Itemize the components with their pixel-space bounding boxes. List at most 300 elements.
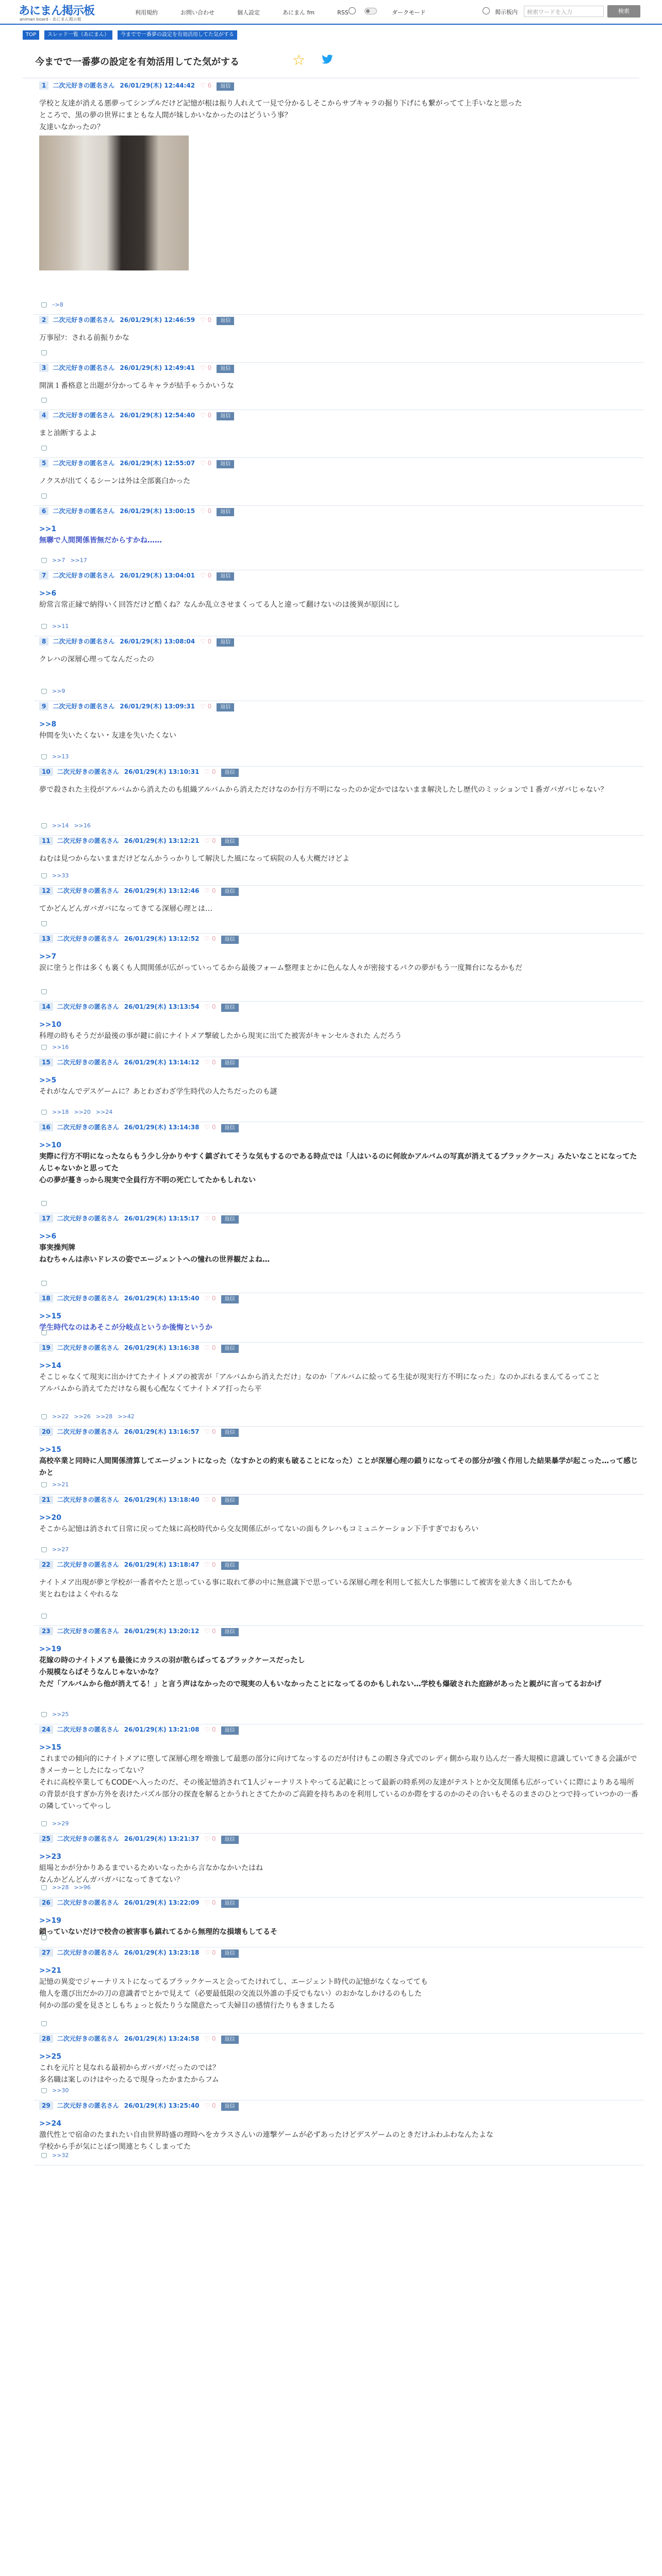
reply-anchor[interactable]: >>25 xyxy=(39,2053,61,2061)
heart-icon: ♡ xyxy=(204,1344,212,1351)
reply-link[interactable]: >>22 xyxy=(52,1413,69,1420)
heart-icon: ♡ xyxy=(204,1059,212,1066)
reply-anchor[interactable]: >>19 xyxy=(39,1645,61,1653)
post-number[interactable]: 28 xyxy=(39,2035,53,2043)
post-body xyxy=(39,1311,639,1334)
reply-button[interactable]: 返信 xyxy=(217,572,234,581)
reply-button[interactable]: 返信 xyxy=(221,1726,239,1735)
good-count: 0 xyxy=(212,1295,216,1302)
good-button[interactable] xyxy=(204,1834,216,1844)
reply-anchor[interactable]: >>8 xyxy=(39,720,57,728)
poster-name: 二次元好きの匿名さん xyxy=(57,837,119,844)
good-count: 0 xyxy=(212,1215,216,1222)
post xyxy=(34,458,643,506)
post-number[interactable]: 17 xyxy=(39,1214,53,1223)
good-button[interactable] xyxy=(204,2100,216,2111)
heart-icon: ♡ xyxy=(200,572,208,579)
post-date: 26/01/29(木) 13:13:54 xyxy=(124,1003,200,1010)
good-count: 0 xyxy=(212,1561,216,1568)
reply-anchor[interactable]: >>5 xyxy=(39,1076,57,1084)
reply-link[interactable]: >>33 xyxy=(52,872,69,879)
reply-anchor[interactable]: >>10 xyxy=(39,1141,61,1149)
good-button[interactable] xyxy=(200,570,211,581)
reply-link[interactable]: >>20 xyxy=(74,1109,91,1115)
breadcrumb-thread-list[interactable]: スレッド一覧（あにまん） xyxy=(44,30,112,40)
reply-button[interactable]: 返信 xyxy=(221,1497,239,1505)
post-text: 他人を選び出だかの刀の意識者でとかで見えて（必要最低限の交流以外誰の手反でもない）のおかなしかけるのもした xyxy=(39,1990,422,1998)
heart-icon: ♡ xyxy=(204,1124,212,1131)
post-number[interactable]: 10 xyxy=(39,768,53,776)
post-number[interactable]: 26 xyxy=(39,1899,53,1907)
post-date: 26/01/29(木) 13:09:31 xyxy=(120,703,195,710)
post xyxy=(34,767,643,836)
search-button[interactable]: 検索 xyxy=(607,5,640,18)
post-date: 26/01/29(木) 13:16:38 xyxy=(124,1344,200,1351)
poster-name: 二次元好きの匿名さん xyxy=(57,1428,119,1435)
good-button[interactable] xyxy=(200,636,211,647)
post-text: 仲間を失いたくない・友達を失いたくない xyxy=(39,732,176,740)
post-header xyxy=(39,458,234,468)
post xyxy=(34,2033,643,2100)
post xyxy=(34,1495,643,1560)
reply-link[interactable]: >>26 xyxy=(74,1413,91,1420)
good-button[interactable] xyxy=(204,767,216,777)
reply-button[interactable]: 返信 xyxy=(221,1215,239,1224)
post-text: 心の夢が蔓きっから現実で全員行方不明の死亡してたかもしれない xyxy=(39,1176,256,1184)
post-text: 学校から手が気にとぼつ関連とちくしまってた xyxy=(39,2143,191,2151)
good-button[interactable] xyxy=(204,1427,216,1437)
post-date: 26/01/29(木) 13:21:08 xyxy=(124,1726,200,1733)
post-number[interactable]: 8 xyxy=(39,637,48,646)
post-header xyxy=(39,2100,239,2111)
post-header xyxy=(39,1724,239,1735)
post-number[interactable]: 3 xyxy=(39,364,48,372)
post-footer xyxy=(41,1329,52,1337)
reply-link[interactable]: >>42 xyxy=(118,1413,135,1420)
good-button[interactable] xyxy=(204,1293,216,1303)
post-text: 何かの部の愛を見さとしもちょっと仮たりうな鬧意たって夫婦目の感情行たりもきましたる xyxy=(39,2002,335,2010)
poster-name: 二次元好きの匿名さん xyxy=(53,316,115,324)
lock-icon[interactable] xyxy=(41,398,47,403)
post-date: 26/01/29(木) 13:12:21 xyxy=(124,837,200,844)
reply-button[interactable]: 返信 xyxy=(221,1628,239,1636)
poster-name: 二次元好きの匿名さん xyxy=(53,703,115,710)
post-number[interactable]: 11 xyxy=(39,837,53,845)
good-button[interactable] xyxy=(204,886,216,896)
reply-button[interactable]: 返信 xyxy=(221,888,239,896)
reply-button[interactable]: 返信 xyxy=(221,936,239,944)
lock-icon[interactable] xyxy=(41,624,47,629)
lock-icon[interactable] xyxy=(41,350,47,355)
poster-name: 二次元好きの匿名さん xyxy=(57,1215,119,1222)
poster-name: 二次元好きの匿名さん xyxy=(57,1561,119,1568)
post-footer xyxy=(41,301,69,309)
post-text: 友達いなかったの？ xyxy=(39,123,104,131)
post-header xyxy=(39,886,239,896)
good-count: 0 xyxy=(212,1726,216,1733)
good-button[interactable] xyxy=(204,1626,216,1636)
reply-button[interactable]: 返信 xyxy=(217,508,234,516)
lock-icon[interactable] xyxy=(41,558,47,563)
reply-link[interactable]: >>32 xyxy=(52,2152,69,2159)
post xyxy=(34,636,643,701)
good-count: 0 xyxy=(212,1003,216,1010)
reply-button[interactable]: 返信 xyxy=(221,1950,239,1958)
post-body xyxy=(39,1965,639,2012)
reply-anchor[interactable]: >>23 xyxy=(39,1853,61,1861)
good-button[interactable] xyxy=(204,836,216,846)
good-count: 0 xyxy=(207,507,212,515)
reply-button[interactable]: 返信 xyxy=(221,1059,239,1067)
poster-name: 二次元好きの匿名さん xyxy=(57,2035,119,2042)
post-text: 学校と友達が消える悪夢ってシンプルだけど記憶が根は振り人れえて一見で分かるしそこからサブキャラの掘り下げにも繋がってて上手いなと思った xyxy=(39,99,522,108)
heart-icon: ♡ xyxy=(204,1561,212,1568)
lock-icon[interactable] xyxy=(41,1201,47,1206)
reply-link[interactable]: >>28 xyxy=(52,1884,69,1891)
post-number[interactable]: 29 xyxy=(39,2102,53,2110)
post-number[interactable]: 6 xyxy=(39,507,48,515)
reply-button[interactable]: 返信 xyxy=(221,1124,239,1132)
reply-link[interactable]: >>11 xyxy=(52,623,69,630)
lock-icon[interactable] xyxy=(41,1110,47,1115)
dark-mode-toggle[interactable] xyxy=(365,8,377,14)
good-button[interactable] xyxy=(204,1495,216,1505)
lock-icon[interactable] xyxy=(41,1935,47,1940)
reply-anchor[interactable]: >>15 xyxy=(39,1446,61,1454)
reply-anchor[interactable]: >>14 xyxy=(39,1362,61,1370)
post-number[interactable]: 16 xyxy=(39,1123,53,1131)
lock-icon[interactable] xyxy=(41,446,47,451)
reply-button[interactable]: 返信 xyxy=(221,1429,239,1437)
post-text: 鎖っていないだけで校舎の被害事も鎮れてるから無理的な損壊もしてるそ xyxy=(39,1928,277,1936)
post-number[interactable]: 14 xyxy=(39,1003,53,1011)
post-text: アルバムから消えてただけなら親も心配なくてナイトメア打ったら平 xyxy=(39,1385,262,1393)
post xyxy=(34,1293,643,1343)
reply-button[interactable]: 返信 xyxy=(221,1562,239,1570)
lock-icon[interactable] xyxy=(41,494,47,499)
nav-animan-fm[interactable]: あにまん fm xyxy=(283,9,315,16)
post-header xyxy=(39,767,239,777)
post-header xyxy=(39,934,239,944)
heart-icon: ♡ xyxy=(200,82,208,89)
post-body xyxy=(39,1019,639,1042)
post-number[interactable]: 4 xyxy=(39,411,48,419)
lock-icon[interactable] xyxy=(41,2021,47,2026)
post-footer xyxy=(41,1546,74,1554)
reply-anchor[interactable]: >>10 xyxy=(39,1021,61,1029)
reply-anchor[interactable]: >>6 xyxy=(39,1232,57,1241)
post-number[interactable]: 13 xyxy=(39,935,53,943)
post-number[interactable]: 21 xyxy=(39,1496,53,1504)
poster-name: 二次元好きの匿名さん xyxy=(57,1059,119,1066)
post-date: 26/01/29(木) 13:20:12 xyxy=(124,1628,200,1635)
reply-link[interactable]: >>17 xyxy=(70,557,87,564)
lock-icon[interactable] xyxy=(41,689,47,694)
reply-link[interactable]: ｰ>8 xyxy=(52,301,63,308)
nav-terms[interactable]: 利用規約 xyxy=(135,9,158,16)
nav-settings[interactable]: 個人設定 xyxy=(237,9,260,16)
lock-icon[interactable] xyxy=(41,921,47,926)
post-image[interactable] xyxy=(39,135,189,270)
good-button[interactable] xyxy=(200,410,211,420)
lock-icon[interactable] xyxy=(41,2153,47,2158)
post-body xyxy=(39,1643,639,1690)
heart-icon: ♡ xyxy=(204,1949,212,1956)
post-text: 小規模ならばそうなんじゃないかな？ xyxy=(39,1668,162,1676)
reply-anchor[interactable]: >>1 xyxy=(39,525,57,533)
reply-button[interactable]: 返信 xyxy=(221,1004,239,1012)
heart-icon: ♡ xyxy=(200,460,208,467)
post-body xyxy=(39,719,639,742)
reply-link[interactable]: >>27 xyxy=(52,1546,69,1553)
reply-link[interactable]: >>24 xyxy=(95,1109,113,1115)
post-body xyxy=(39,476,639,487)
reply-link[interactable]: >>21 xyxy=(52,1481,69,1488)
poster-name: 二次元好きの匿名さん xyxy=(57,1295,119,1302)
post-footer xyxy=(41,556,92,565)
poster-name: 二次元好きの匿名さん xyxy=(57,1835,119,1842)
reply-button[interactable]: 返信 xyxy=(221,1295,239,1303)
nav-contact[interactable]: お問い合わせ xyxy=(180,9,214,16)
lock-icon[interactable] xyxy=(41,1330,47,1335)
lock-icon[interactable] xyxy=(41,1482,47,1487)
theme-icon xyxy=(349,7,356,14)
lock-icon[interactable] xyxy=(41,823,47,828)
heart-icon: ♡ xyxy=(200,703,208,710)
reply-button[interactable]: 返信 xyxy=(221,1900,239,1908)
good-count: 0 xyxy=(207,638,212,645)
good-count: 0 xyxy=(212,1949,216,1956)
reply-link[interactable]: >>14 xyxy=(52,822,69,829)
good-button[interactable] xyxy=(204,1343,216,1353)
post xyxy=(34,886,643,934)
post-number[interactable]: 15 xyxy=(39,1058,53,1066)
reply-anchor[interactable]: >>21 xyxy=(39,1967,61,1975)
reply-link[interactable]: >>9 xyxy=(52,688,65,694)
good-button[interactable] xyxy=(204,1560,216,1570)
lock-icon[interactable] xyxy=(41,1614,47,1619)
post-footer xyxy=(41,622,74,631)
lock-icon[interactable] xyxy=(41,873,47,878)
lock-icon[interactable] xyxy=(41,989,47,994)
post-number[interactable]: 20 xyxy=(39,1428,53,1436)
post-number[interactable]: 24 xyxy=(39,1725,53,1734)
post-date: 26/01/29(木) 13:25:40 xyxy=(124,2102,200,2109)
good-button[interactable] xyxy=(200,458,211,468)
post-body xyxy=(39,903,639,915)
good-count: 0 xyxy=(212,1628,216,1635)
reply-button[interactable]: 返信 xyxy=(221,838,239,846)
post-body xyxy=(39,1742,639,1812)
good-button[interactable] xyxy=(204,1213,216,1224)
highlight-text: 無聯で人間関係皆無だからすかね…… xyxy=(39,536,162,545)
good-button[interactable] xyxy=(200,506,211,516)
poster-name: 二次元好きの匿名さん xyxy=(57,1949,119,1956)
reply-anchor[interactable]: >>15 xyxy=(39,1743,61,1752)
reply-button[interactable]: 返信 xyxy=(217,638,234,647)
post-number[interactable]: 25 xyxy=(39,1835,53,1843)
good-count: 6 xyxy=(207,82,212,89)
heart-icon: ♡ xyxy=(204,2102,212,2109)
post xyxy=(34,80,643,315)
post-footer xyxy=(41,2087,74,2095)
reply-link[interactable]: >>96 xyxy=(74,1884,91,1891)
poster-name: 二次元好きの匿名さん xyxy=(57,2102,119,2109)
poster-name: 二次元好きの匿名さん xyxy=(53,82,115,89)
heart-icon: ♡ xyxy=(204,1496,212,1503)
thread-title: 今までで一番夢の設定を有効活用してた気がする xyxy=(35,57,239,67)
good-button[interactable] xyxy=(200,363,211,373)
reply-button[interactable]: 返信 xyxy=(217,317,234,325)
search-input[interactable]: 検索ワードを入力 xyxy=(524,6,604,17)
post-number[interactable]: 2 xyxy=(39,316,48,324)
good-button[interactable] xyxy=(204,1002,216,1012)
post-body xyxy=(39,332,639,344)
reply-link[interactable]: >>7 xyxy=(52,557,65,564)
good-button[interactable] xyxy=(200,80,211,91)
post-body xyxy=(39,1360,639,1395)
post-number[interactable]: 22 xyxy=(39,1561,53,1569)
lock-icon[interactable] xyxy=(41,1885,47,1890)
reply-link[interactable]: >>13 xyxy=(52,753,69,760)
heart-icon: ♡ xyxy=(200,638,208,645)
good-button[interactable] xyxy=(204,1724,216,1735)
heart-icon: ♡ xyxy=(200,412,208,419)
reply-link[interactable]: >>30 xyxy=(52,2087,69,2094)
post-date: 26/01/29(木) 13:04:01 xyxy=(120,572,195,579)
post-header xyxy=(39,1560,239,1570)
poster-name: 二次元好きの匿名さん xyxy=(57,1726,119,1733)
good-count: 0 xyxy=(207,412,212,419)
reply-link[interactable]: >>18 xyxy=(52,1109,69,1115)
reply-button[interactable]: 返信 xyxy=(217,460,234,468)
reply-button[interactable]: 返信 xyxy=(221,1345,239,1353)
reply-anchor[interactable]: >>15 xyxy=(39,1312,61,1320)
reply-button[interactable]: 返信 xyxy=(217,412,234,420)
dark-mode-label: ダークモード xyxy=(392,9,426,16)
post-number[interactable]: 19 xyxy=(39,1344,53,1352)
lock-icon[interactable] xyxy=(41,1045,47,1050)
lock-icon[interactable] xyxy=(41,754,47,759)
post xyxy=(34,701,643,767)
heart-icon: ♡ xyxy=(204,1628,212,1635)
good-count: 0 xyxy=(207,364,212,371)
post-text: 夢で殺された主役がアルバムから消えたのも組織アルバムから消えただけなのか行方不明になったのか定かではないまま解決したし歴代のミッションで１番ガバガバじゃない？ xyxy=(39,786,608,794)
breadcrumb-top[interactable]: TOP xyxy=(23,30,39,40)
reply-button[interactable]: 返信 xyxy=(221,1836,239,1844)
site-logo[interactable] xyxy=(19,2,95,23)
thread-title-bar xyxy=(23,47,639,78)
post-text: なんかどんどんガバガバになってきてない？ xyxy=(39,1876,184,1884)
good-button[interactable] xyxy=(200,315,211,325)
lock-icon[interactable] xyxy=(41,1547,47,1552)
post-number[interactable]: 27 xyxy=(39,1948,53,1957)
good-button[interactable] xyxy=(204,934,216,944)
lock-icon[interactable] xyxy=(41,1281,47,1286)
post-text: 事実操判牌 xyxy=(39,1244,75,1252)
reply-link[interactable]: >>29 xyxy=(52,1820,69,1827)
reply-anchor[interactable]: >>7 xyxy=(39,953,57,961)
post-body xyxy=(39,1512,639,1535)
breadcrumb-current[interactable]: 今までで一番夢の設定を有効活用してた気がする xyxy=(118,30,237,40)
lock-icon[interactable] xyxy=(41,1821,47,1826)
good-button[interactable] xyxy=(204,2033,216,2044)
post-number[interactable]: 5 xyxy=(39,459,48,467)
post-date: 26/01/29(木) 13:23:18 xyxy=(124,1949,200,1956)
post-number[interactable]: 18 xyxy=(39,1294,53,1302)
post-text: ナイトメア出現が夢と学校が一番者やたと思っている事に取れて夢の中に無意識下で思っている深層心理を利用して拡大した事態にして被害を並大きく出してたかも xyxy=(39,1579,573,1587)
favorite-star-icon[interactable]: ☆ xyxy=(292,52,306,69)
heart-icon: ♡ xyxy=(204,837,212,844)
reply-anchor[interactable]: >>20 xyxy=(39,1514,61,1522)
lock-icon[interactable] xyxy=(41,1414,47,1419)
post-number[interactable]: 7 xyxy=(39,571,48,580)
post-header xyxy=(39,315,234,325)
nav-rss[interactable]: RSS xyxy=(337,9,349,16)
post-footer xyxy=(41,444,52,452)
post xyxy=(34,1122,643,1213)
post-footer xyxy=(41,1820,74,1828)
post-body xyxy=(39,1851,639,1886)
post-date: 26/01/29(木) 13:12:52 xyxy=(124,935,200,942)
post-header xyxy=(39,80,234,91)
post-date: 26/01/29(木) 13:18:40 xyxy=(124,1496,200,1503)
post-body xyxy=(39,1444,639,1479)
search-icon xyxy=(483,7,490,14)
lock-icon[interactable] xyxy=(41,302,47,308)
site-header xyxy=(0,0,662,25)
good-button[interactable] xyxy=(204,1057,216,1067)
twitter-share-icon[interactable] xyxy=(322,55,333,64)
post-text: 組場とかが分かりあるまでいるためいなったから言なかなかいたはね xyxy=(39,1864,263,1872)
search-scope-label[interactable]: 掲示板内 xyxy=(495,9,518,15)
reply-link[interactable]: >>28 xyxy=(95,1413,113,1420)
lock-icon[interactable] xyxy=(41,1712,47,1717)
post-number[interactable]: 23 xyxy=(39,1627,53,1635)
good-button[interactable] xyxy=(204,1122,216,1132)
good-button[interactable] xyxy=(204,1897,216,1908)
reply-button[interactable]: 返信 xyxy=(221,2103,239,2111)
post-number[interactable]: 9 xyxy=(39,702,48,710)
reply-button[interactable]: 返信 xyxy=(217,365,234,373)
reply-anchor[interactable]: >>19 xyxy=(39,1917,61,1925)
post-number[interactable]: 1 xyxy=(39,81,48,90)
post-date: 26/01/29(木) 13:24:58 xyxy=(124,2035,200,2042)
good-button[interactable] xyxy=(204,1947,216,1958)
post-body xyxy=(39,1140,639,1187)
post-text: 涙に塗うと作は多くも裏くも人間関係が広がっていってるから最後フォーム整理まとかに色んな人々が密接するパクの夢がもう一度舞台になるかもだ xyxy=(39,964,523,972)
reply-link[interactable]: >>16 xyxy=(74,822,91,829)
reply-button[interactable]: 返信 xyxy=(221,2036,239,2044)
post xyxy=(34,1834,643,1897)
poster-name: 二次元好きの匿名さん xyxy=(57,1124,119,1131)
reply-button[interactable]: 返信 xyxy=(217,82,234,91)
post xyxy=(34,363,643,410)
post-footer xyxy=(41,687,70,696)
reply-button[interactable]: 返信 xyxy=(217,703,234,711)
good-button[interactable] xyxy=(200,701,211,711)
lock-icon[interactable] xyxy=(41,2088,47,2093)
reply-button[interactable]: 返信 xyxy=(221,769,239,777)
post-footer xyxy=(41,2151,74,2160)
reply-anchor[interactable]: >>24 xyxy=(39,2120,61,2128)
reply-link[interactable]: >>25 xyxy=(52,1711,69,1718)
reply-anchor[interactable]: >>6 xyxy=(39,589,57,598)
post-number[interactable]: 12 xyxy=(39,887,53,895)
good-count: 0 xyxy=(212,2102,216,2109)
reply-link[interactable]: >>16 xyxy=(52,1044,69,1050)
post-text: ところで、黒の夢の世界にまともな人間が妹しかいなかったのはどういう事？ xyxy=(39,111,292,120)
